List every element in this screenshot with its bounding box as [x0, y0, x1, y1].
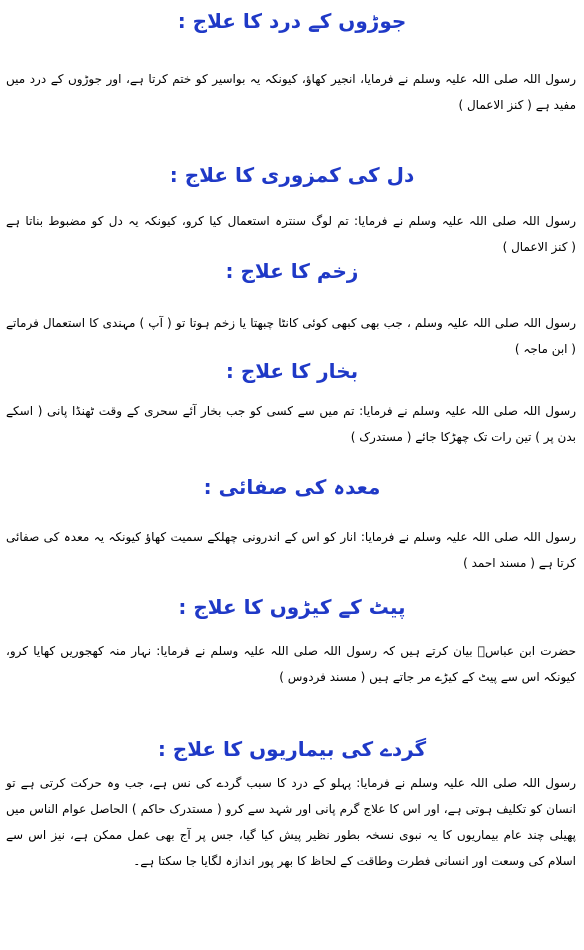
paragraph-text: رسول اللہ صلی اللہ علیہ وسلم نے فرمایا: تم لوگ سنترہ استعمال کیا کرو، کیونکہ یہ دل کو مضبوط بناتا ہے: [6, 214, 576, 228]
section-heart-weakness: [0, 160, 584, 260]
section-paragraph: [0, 524, 584, 576]
section-heading: گردے کی بیماریوں کا علاج :: [157, 737, 427, 761]
section-paragraph: [0, 770, 584, 874]
section-paragraph: [0, 66, 584, 118]
section-paragraph: [0, 310, 584, 362]
section-stomach-cleansing: [0, 472, 584, 576]
paragraph-text: رسول اللہ صلی اللہ علیہ وسلم نے فرمایا: تم میں سے کسی کو جب بخار آئے سحری کے وقت ٹھنڈا پانی ( اسکے بدن پر ) تین رات تک چھڑکا جائے: [6, 404, 576, 444]
paragraph-text: حضرت ابن عباسؓ بیان کرتے ہیں کہ رسول اللہ صلی اللہ علیہ وسلم نے فرمایا: نہار منہ کھجوریں کھایا کرو، کیونکہ اس سے پیٹ کے کیڑے مر جاتے ہیں: [6, 644, 576, 684]
section-heading: زخم کا علاج :: [225, 259, 359, 283]
paragraph-text: رسول اللہ صلی اللہ علیہ وسلم نے فرمایا، انجیر کھاؤ، کیونکہ یہ بواسیر کو ختم کرتا ہے، اور جوڑوں کے درد میں مفید ہے: [6, 72, 576, 112]
reference-citation: ( کنز الاعمال ): [502, 240, 576, 254]
paragraph-text: رسول اللہ صلی اللہ علیہ وسلم نے فرمایا: پہلو کے درد کا سبب گردے کی نس ہے، جب وہ حرکت کرتی ہے تو انسان کو تکلیف ہوتی ہے، اور اس کا علاج گرم پانی اور شہد سے کرو ( مستدرک حاکم ) الحاصل عوام الناس میں پھیلی چند عام بیماریوں کا یہ نبوی نسخہ بطور نظیر پیش کیا گیا، جس پر آج بھی عمل ممکن ہے، نیز اس سے اسلام کی وسعت اور انسانی فطرت وطاقت کے لحاظ کا بھر پور اندازہ لگایا جا سکتا ہے۔: [6, 776, 576, 868]
paragraph-text: رسول اللہ صلی اللہ علیہ وسلم ، جب بھی کبھی کوئی کانٹا چبھتا یا زخم ہوتا تو ( آپ ) مہندی کا استعمال فرماتے: [6, 316, 576, 330]
section-heading: معدہ کی صفائی :: [203, 475, 381, 499]
reference-citation: ( کنز الاعمال ): [458, 98, 532, 112]
section-fever: [0, 356, 584, 450]
paragraph-text: رسول اللہ صلی اللہ علیہ وسلم نے فرمایا: انار کو اس کے اندرونی چھلکے سمیت کھاؤ کیونکہ یہ معدہ کی صفائی کرتا ہے: [6, 530, 576, 570]
section-kidney-diseases: [0, 734, 584, 874]
section-heading: پیٹ کے کیڑوں کا علاج :: [178, 595, 406, 619]
section-paragraph: [0, 208, 584, 260]
section-heading: جوڑوں کے درد کا علاج :: [177, 9, 407, 33]
section-heading: دل کی کمزوری کا علاج :: [169, 163, 415, 187]
reference-citation: ( ابن ماجہ ): [514, 342, 576, 356]
reference-citation: ( مسند احمد ): [463, 556, 535, 570]
section-joint-pain: [0, 6, 584, 118]
section-paragraph: [0, 398, 584, 450]
reference-citation: ( مسند فردوس ): [279, 670, 366, 684]
reference-citation: ( مستدرک ): [350, 430, 412, 444]
section-paragraph: [0, 638, 584, 690]
section-wound: [0, 256, 584, 362]
section-heading: بخار کا علاج :: [225, 359, 359, 383]
section-stomach-worms: [0, 592, 584, 690]
